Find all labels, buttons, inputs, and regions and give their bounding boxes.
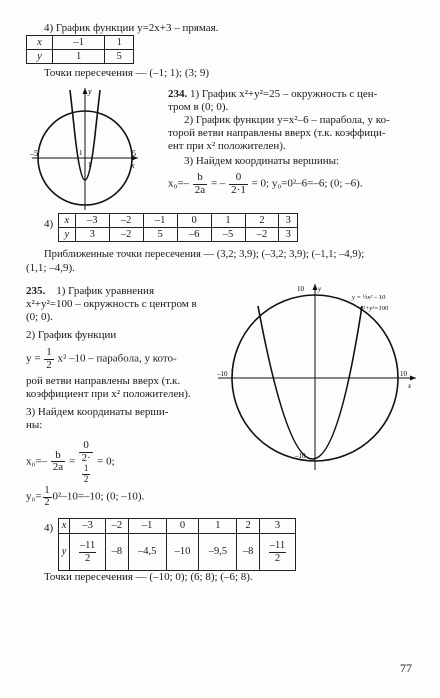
- text: y₀=: [26, 490, 42, 503]
- numerator: b: [193, 172, 207, 185]
- cell: 3: [279, 214, 298, 228]
- tick-label: –5: [30, 149, 38, 158]
- denominator: 2a: [52, 461, 64, 474]
- cell: y: [27, 50, 53, 64]
- y-axis-arrow: [313, 284, 318, 290]
- cell: [70, 534, 106, 571]
- cell: 3: [259, 519, 295, 534]
- y-axis-arrow: [83, 88, 88, 94]
- cell: –2: [109, 214, 143, 228]
- fraction: [82, 464, 91, 484]
- fraction: [43, 486, 52, 508]
- fraction: [229, 172, 248, 196]
- p234-line: ент при x² положителен).: [168, 140, 286, 152]
- tick-label: –10: [217, 370, 228, 378]
- fraction: [269, 540, 286, 563]
- text: = 0;: [97, 455, 115, 468]
- fraction: [79, 540, 96, 563]
- page-number: 77: [400, 661, 412, 675]
- x-axis-arrow: [410, 376, 416, 381]
- p235-line: (0; 0).: [26, 311, 53, 323]
- numerator: 1: [44, 485, 50, 496]
- fraction: [51, 450, 65, 474]
- cell: –5: [211, 228, 245, 242]
- cell: y: [59, 534, 70, 571]
- cell: –3: [75, 214, 109, 228]
- cell: 1: [105, 36, 134, 50]
- cell: –8: [106, 534, 129, 571]
- graph-235: [212, 282, 418, 472]
- cell: x: [27, 36, 53, 50]
- intersection-points: Точки пересечения — (–1; 1); (3; 9): [44, 67, 209, 79]
- cell: 1: [199, 519, 237, 534]
- denominator: 2: [83, 473, 89, 484]
- p234-vertex-formula: [168, 172, 363, 196]
- cell: –9,5: [199, 534, 237, 571]
- p234-line: торой ветви направлены вверх (т.к. коэффици-: [168, 127, 386, 139]
- parabola-curve: [258, 306, 362, 459]
- cell: 5: [143, 228, 177, 242]
- cell: –2: [245, 228, 279, 242]
- cell: 1: [52, 50, 105, 64]
- text: 2·: [81, 451, 91, 464]
- item4-line: 4) График функции y=2x+3 – прямая.: [44, 22, 219, 34]
- text: =: [68, 455, 76, 468]
- text: 1) График x²+y²=25 – окружность с цен-: [190, 88, 378, 100]
- p235-parabola-formula: [26, 347, 177, 371]
- p235-line: [26, 285, 214, 297]
- cell: 0: [166, 519, 199, 534]
- text: y =: [26, 352, 41, 365]
- cell: –3: [70, 519, 106, 534]
- cell: 3: [75, 228, 109, 242]
- p235-vertex-x: [26, 440, 115, 484]
- x-axis-label: x: [131, 161, 135, 170]
- denominator: 2·1: [231, 183, 246, 196]
- denominator: 2a: [194, 183, 206, 196]
- tick-label: 10: [400, 370, 407, 378]
- numerator: 0: [229, 172, 248, 185]
- item4-label: 4): [44, 522, 54, 534]
- problem-number: 235.: [26, 285, 46, 297]
- cell: –1: [52, 36, 105, 50]
- p234-line: [168, 88, 377, 100]
- cell: –6: [177, 228, 211, 242]
- p235-line: ны:: [26, 419, 43, 431]
- denominator: 2: [274, 552, 281, 564]
- text: x₀=–: [168, 177, 190, 190]
- p235-line: 2) График функции: [26, 329, 117, 341]
- tick-label: –10: [295, 452, 306, 460]
- tick-label: 5: [132, 149, 136, 158]
- p235-line: рой ветви направлены вверх (т.к.: [26, 375, 181, 387]
- p235-line: коэффициент при x² положителен).: [26, 388, 191, 400]
- text: = –: [210, 177, 226, 190]
- intersection-points: Точки пересечения — (–10; 0); (6; 8); (–6; 8).: [44, 571, 253, 583]
- p234-line: тром в (0; 0).: [168, 101, 229, 113]
- tick-label: 1: [79, 149, 83, 157]
- cell: x: [59, 214, 76, 228]
- text: = 0; y₀=0²–6=–6; (0; –6).: [251, 177, 363, 190]
- denominator: 2: [84, 552, 91, 564]
- numerator: 1: [46, 346, 52, 358]
- numerator: 0: [79, 440, 94, 453]
- text: x² –10 – парабола, у кото-: [57, 352, 177, 365]
- cell: 0: [177, 214, 211, 228]
- y-axis-label: y: [88, 87, 92, 96]
- parabola-label: y = ½x² – 10: [352, 294, 386, 301]
- approx-points-line2: (1,1; –4,9).: [26, 262, 75, 274]
- p235-vertex-y: [26, 486, 144, 508]
- text: 0²–10=–10; (0; –10).: [52, 490, 145, 503]
- problem-number: 234.: [168, 88, 188, 100]
- p235-values-table: [58, 518, 296, 571]
- text: 1) График уравнения: [56, 285, 154, 297]
- cell: 2: [245, 214, 279, 228]
- cell: –1: [128, 519, 166, 534]
- cell: –4,5: [128, 534, 166, 571]
- numerator: 1: [83, 463, 89, 474]
- cell: –10: [166, 534, 199, 571]
- cell: x: [59, 519, 70, 534]
- p235-line: 3) Найдем координаты верши-: [26, 406, 169, 418]
- fraction: [79, 440, 94, 484]
- top-values-table: [26, 35, 134, 64]
- tick-label: 10: [297, 285, 304, 293]
- denominator: [79, 453, 94, 484]
- cell: 2: [237, 519, 260, 534]
- item4-label: 4): [44, 218, 54, 230]
- cell: 1: [211, 214, 245, 228]
- cell: –8: [237, 534, 260, 571]
- denominator: 2: [46, 358, 52, 371]
- p234-line: 2) График функции y=x²–6 – парабола, у ко-: [184, 114, 390, 126]
- tick-label: 1: [88, 161, 92, 169]
- numerator: b: [51, 450, 65, 463]
- x-axis-label: x: [408, 382, 412, 390]
- circle-label: x²+y²=100: [360, 305, 389, 312]
- text: x₀=–: [26, 455, 48, 468]
- numerator: –11: [79, 540, 96, 552]
- cell: [259, 534, 295, 571]
- cell: 5: [105, 50, 134, 64]
- denominator: 2: [44, 496, 50, 508]
- p235-line: x²+y²=100 – окружность с центром в: [26, 298, 197, 310]
- y-axis-label: y: [318, 285, 322, 293]
- cell: –2: [109, 228, 143, 242]
- graph-234: [28, 86, 140, 214]
- p234-line: 3) Найдем координаты вершины:: [184, 155, 340, 167]
- cell: y: [59, 228, 76, 242]
- fraction: [193, 172, 207, 196]
- fraction: [44, 347, 54, 371]
- approx-points-line1: Приближенные точки пересечения — (3,2; 3,9); (–3,2; 3,9); (–1,1; –4,9);: [44, 249, 365, 260]
- cell: 3: [279, 228, 298, 242]
- numerator: –11: [269, 540, 286, 552]
- cell: –1: [143, 214, 177, 228]
- cell: –2: [106, 519, 129, 534]
- p234-values-table: [58, 213, 298, 242]
